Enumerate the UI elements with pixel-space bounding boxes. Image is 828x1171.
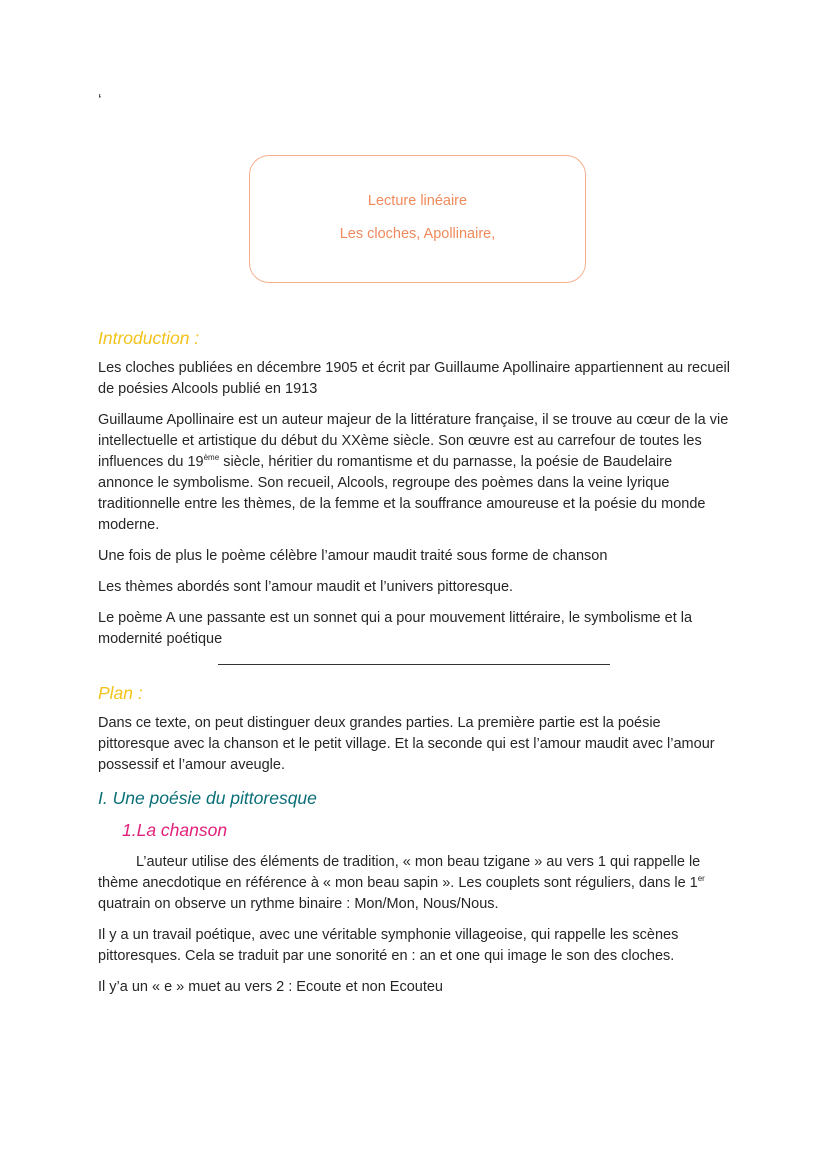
- plan-paragraph: Dans ce texte, on peut distinguer deux grandes parties. La première partie est la poésie pittoresque avec la chanson et le petit village. Et la seconde qui est l’amour maudit avec l’amour possessif et l’amour aveugle.: [98, 715, 715, 773]
- plan-heading: Plan :: [98, 683, 143, 703]
- section-1-heading: I. Une poésie du pittoresque: [98, 788, 317, 808]
- chanson-p1-superscript: er: [697, 874, 705, 884]
- horizontal-rule: [218, 664, 610, 665]
- introduction-heading: Introduction :: [98, 328, 200, 348]
- title-line-1: Lecture linéaire: [367, 193, 468, 209]
- title-line-2: Les cloches, Apollinaire,: [339, 226, 496, 242]
- chanson-paragraph-3: Il y’a un « e » muet au vers 2 : Ecoute et non Ecouteu: [98, 979, 443, 995]
- intro-paragraph-2: [98, 410, 730, 536]
- intro-paragraph-1: Les cloches publiées en décembre 1905 et écrit par Guillaume Apollinaire appartiennent au recueil de poésies Alcools publié en 1913: [98, 360, 730, 397]
- subsection-1-heading: 1.La chanson: [122, 820, 228, 840]
- intro-p2-text-a: Guillaume Apollinaire est un auteur majeur de la littérature française, il se trouve au cœur de la vie intellectuelle et artistique du début du XXème siècle. Son œuvre est au carrefour de toutes les influences du 19: [98, 412, 729, 470]
- intro-p2-text-b: siècle, héritier du romantisme et du parnasse, la poésie de Baudelaire annonce le symbolisme. Son recueil, Alcools, regroupe des poèmes dans la veine lyrique traditionnelle entre les thèmes, de la femme et la souffrance amoureuse et la poésie du monde moderne.: [98, 454, 706, 533]
- chanson-p1-text-b: quatrain on observe un rythme binaire : Mon/Mon, Nous/Nous.: [98, 896, 499, 912]
- intro-paragraph-3: Une fois de plus le poème célèbre l’amour maudit traité sous forme de chanson: [98, 548, 608, 564]
- title-box: [249, 155, 586, 283]
- chanson-paragraph-1: [98, 852, 730, 915]
- intro-paragraph-4: Les thèmes abordés sont l’amour maudit et l’univers pittoresque.: [98, 579, 514, 595]
- corner-mark: ‘: [98, 92, 102, 109]
- document-body: [98, 326, 730, 1008]
- intro-p2-superscript: ème: [203, 453, 220, 463]
- chanson-paragraph-2: Il y a un travail poétique, avec une véritable symphonie villageoise, qui rappelle les scènes pittoresques. Cela se traduit par une sonorité en : an et one qui image le son des cloches.: [98, 927, 679, 964]
- chanson-p1-text-a: L’auteur utilise des éléments de tradition, « mon beau tzigane » au vers 1 qui rappelle le thème anecdotique en référence à « mon beau sapin ». Les couplets sont réguliers, dans le 1: [98, 854, 701, 891]
- intro-paragraph-5: Le poème A une passante est un sonnet qui a pour mouvement littéraire, le symbolisme et la modernité poétique: [98, 610, 693, 647]
